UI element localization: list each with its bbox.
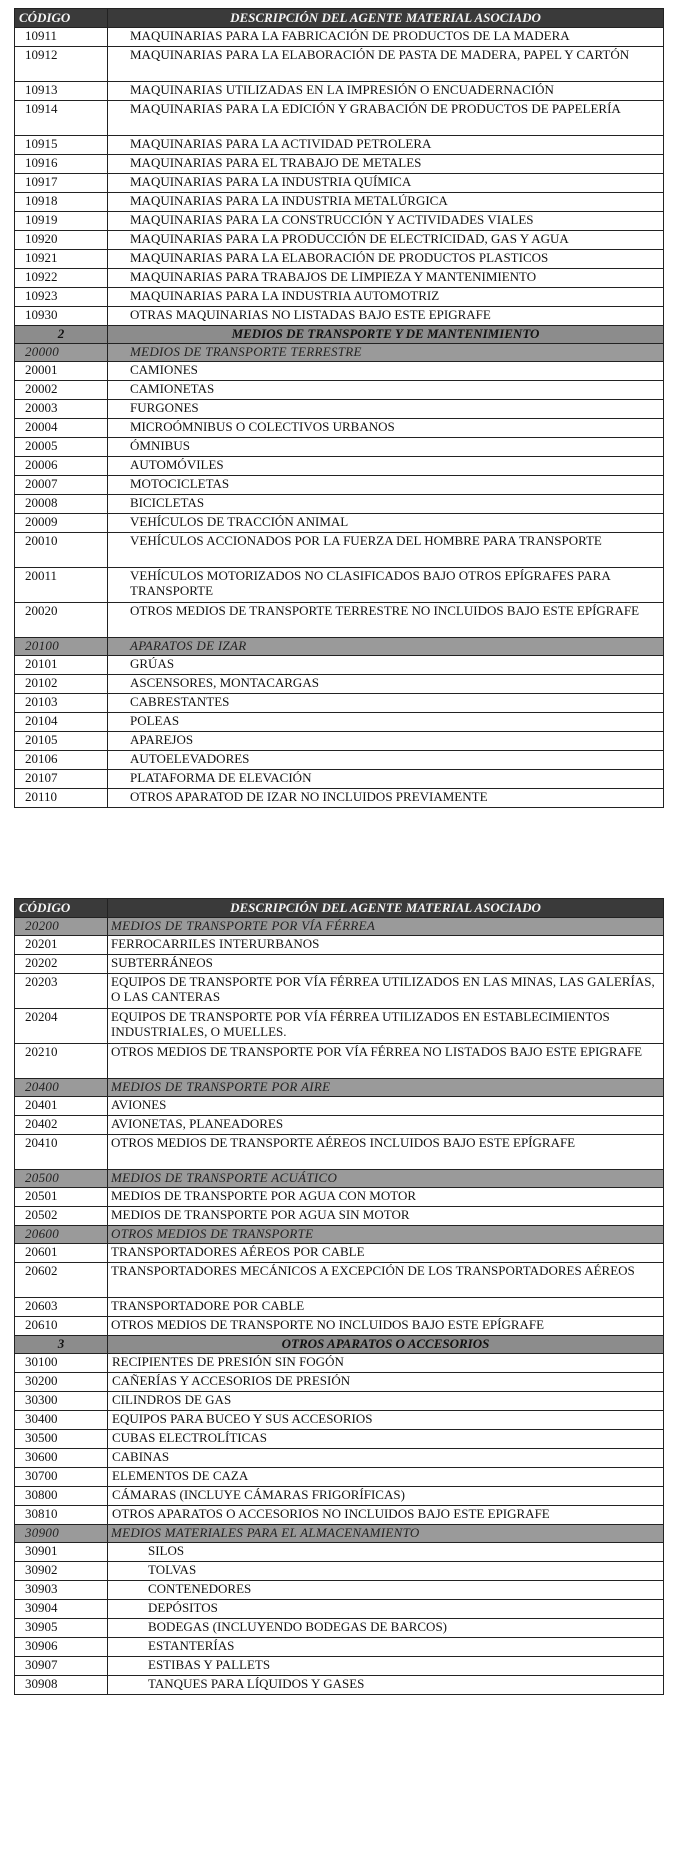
header-description: DESCRIPCIÓN DEL AGENTE MATERIAL ASOCIADO [108,899,664,918]
row-code: 10921 [15,250,108,269]
row-code: 20204 [15,1009,108,1044]
row-description: MAQUINARIAS PARA LA INDUSTRIA METALÚRGICA [108,193,664,212]
section-title: MEDIOS DE TRANSPORTE ACUÁTICO [108,1170,664,1188]
row-description: OTRAS MAQUINARIAS NO LISTADAS BAJO ESTE EPIGRAFE [108,307,664,326]
row-code: 10912 [15,47,108,82]
table-row [15,1619,664,1638]
table-row [15,307,664,326]
row-description: GRÚAS [108,656,664,675]
table-row [15,82,664,101]
codes-table-page-1 [14,8,664,808]
row-code: 30800 [15,1487,108,1506]
row-code: 20007 [15,476,108,495]
row-description: MAQUINARIAS PARA LA ACTIVIDAD PETROLERA [108,136,664,155]
row-code: 10911 [15,28,108,47]
table-row [15,381,664,400]
row-description: EQUIPOS DE TRANSPORTE POR VÍA FÉRREA UTILIZADOS EN ESTABLECIMIENTOS INDUSTRIALES, O MUELLES. [108,1009,664,1044]
row-description: VEHÍCULOS MOTORIZADOS NO CLASIFICADOS BAJO OTROS EPÍGRAFES PARA TRANSPORTE [108,568,664,603]
row-description: OTROS MEDIOS DE TRANSPORTE TERRESTRE NO INCLUIDOS BAJO ESTE EPÍGRAFE [108,603,664,638]
group-title: MEDIOS DE TRANSPORTE Y DE MANTENIMIENTO [108,326,664,344]
row-description: CUBAS ELECTROLÍTICAS [108,1430,664,1449]
row-description: MOTOCICLETAS [108,476,664,495]
table-row [15,1263,664,1298]
table-row [15,457,664,476]
row-description: ELEMENTOS DE CAZA [108,1468,664,1487]
row-description: CONTENEDORES [108,1581,664,1600]
table-row [15,476,664,495]
row-description: RECIPIENTES DE PRESIÓN SIN FOGÓN [108,1354,664,1373]
row-description: MAQUINARIAS PARA LA ELABORACIÓN DE PASTA DE MADERA, PAPEL Y CARTÓN [108,47,664,82]
row-description: POLEAS [108,713,664,732]
section-code: 20600 [15,1226,108,1244]
row-description: DEPÓSITOS [108,1600,664,1619]
row-description: CAMIONES [108,362,664,381]
row-code: 20002 [15,381,108,400]
table-row [15,1044,664,1079]
row-code: 20101 [15,656,108,675]
row-description: FURGONES [108,400,664,419]
section-title: MEDIOS DE TRANSPORTE TERRESTRE [108,344,664,362]
table-row [15,656,664,675]
row-description: MAQUINARIAS PARA LA EDICIÓN Y GRABACIÓN DE PRODUCTOS DE PAPELERÍA [108,101,664,136]
row-code: 20008 [15,495,108,514]
row-code: 10913 [15,82,108,101]
section-code: 20000 [15,344,108,362]
row-description: MEDIOS DE TRANSPORTE POR AGUA CON MOTOR [108,1188,664,1207]
row-code: 10918 [15,193,108,212]
row-description: MAQUINARIAS PARA LA INDUSTRIA QUÍMICA [108,174,664,193]
row-code: 10919 [15,212,108,231]
row-description: FERROCARRILES INTERURBANOS [108,936,664,955]
table-row [15,732,664,751]
row-code: 20610 [15,1317,108,1336]
row-description: MAQUINARIAS PARA LA PRODUCCIÓN DE ELECTRICIDAD, GAS Y AGUA [108,231,664,250]
row-description: SUBTERRÁNEOS [108,955,664,974]
table-row [15,231,664,250]
table-row [15,174,664,193]
table-row [15,675,664,694]
table-row [15,1097,664,1116]
row-description: MAQUINARIAS PARA LA INDUSTRIA AUTOMOTRIZ [108,288,664,307]
row-code: 10930 [15,307,108,326]
row-code: 10916 [15,155,108,174]
row-description: ESTIBAS Y PALLETS [108,1657,664,1676]
table-row [15,1468,664,1487]
row-code: 20102 [15,675,108,694]
row-code: 30907 [15,1657,108,1676]
table-row [15,419,664,438]
table-row [15,1487,664,1506]
row-code: 20202 [15,955,108,974]
row-code: 20210 [15,1044,108,1079]
row-code: 20601 [15,1244,108,1263]
group-number: 3 [15,1336,108,1354]
row-code: 30200 [15,1373,108,1392]
section-title: APARATOS DE IZAR [108,638,664,656]
row-description: ASCENSORES, MONTACARGAS [108,675,664,694]
table-row [15,155,664,174]
table-row [15,47,664,82]
table-row [15,28,664,47]
section-row [15,1079,664,1097]
table-row [15,1317,664,1336]
table-row [15,1449,664,1468]
row-code: 30600 [15,1449,108,1468]
table-row [15,1373,664,1392]
table-row [15,1506,664,1525]
table-row [15,713,664,732]
table-row [15,1135,664,1170]
section-row [15,638,664,656]
row-code: 30903 [15,1581,108,1600]
row-description: OTROS APARATOS O ACCESORIOS NO INCLUIDOS BAJO ESTE EPIGRAFE [108,1506,664,1525]
row-code: 20502 [15,1207,108,1226]
table-row [15,1411,664,1430]
row-code: 30810 [15,1506,108,1525]
row-code: 20010 [15,533,108,568]
row-description: CABINAS [108,1449,664,1468]
header-code: CÓDIGO [15,9,108,28]
table-header [15,9,664,28]
row-description: CÁMARAS (INCLUYE CÁMARAS FRIGORÍFICAS) [108,1487,664,1506]
row-description: BODEGAS (INCLUYENDO BODEGAS DE BARCOS) [108,1619,664,1638]
table-row [15,955,664,974]
table-row [15,495,664,514]
row-description: CAMIONETAS [108,381,664,400]
table-row [15,269,664,288]
table-row [15,568,664,603]
table-row [15,1600,664,1619]
row-code: 20110 [15,789,108,808]
table-row [15,362,664,381]
section-code: 30900 [15,1525,108,1543]
row-description: ÓMNIBUS [108,438,664,457]
row-description: CILINDROS DE GAS [108,1392,664,1411]
row-description: AUTOMÓVILES [108,457,664,476]
row-code: 20009 [15,514,108,533]
header-description: DESCRIPCIÓN DEL AGENTE MATERIAL ASOCIADO [108,9,664,28]
section-row [15,918,664,936]
row-code: 30300 [15,1392,108,1411]
row-description: TRANSPORTADORE POR CABLE [108,1298,664,1317]
row-code: 20401 [15,1097,108,1116]
table-row [15,1581,664,1600]
section-code: 20500 [15,1170,108,1188]
row-code: 20501 [15,1188,108,1207]
table-row [15,514,664,533]
table-row [15,250,664,269]
table-row [15,101,664,136]
row-description: CABRESTANTES [108,694,664,713]
row-description: MEDIOS DE TRANSPORTE POR AGUA SIN MOTOR [108,1207,664,1226]
row-description: MAQUINARIAS PARA LA FABRICACIÓN DE PRODUCTOS DE LA MADERA [108,28,664,47]
row-code: 20602 [15,1263,108,1298]
table-row [15,400,664,419]
table-row [15,533,664,568]
row-description: OTROS MEDIOS DE TRANSPORTE POR VÍA FÉRREA NO LISTADOS BAJO ESTE EPIGRAFE [108,1044,664,1079]
row-description: AVIONES [108,1097,664,1116]
table-header [15,899,664,918]
row-code: 20005 [15,438,108,457]
table-row [15,974,664,1009]
row-description: TOLVAS [108,1562,664,1581]
table-row [15,212,664,231]
table-row [15,1354,664,1373]
row-code: 30904 [15,1600,108,1619]
row-description: ESTANTERÍAS [108,1638,664,1657]
group-row [15,1336,664,1354]
section-title: MEDIOS DE TRANSPORTE POR AIRE [108,1079,664,1097]
row-description: TRANSPORTADORES AÉREOS POR CABLE [108,1244,664,1263]
table-row [15,193,664,212]
row-description: EQUIPOS PARA BUCEO Y SUS ACCESORIOS [108,1411,664,1430]
row-description: OTROS MEDIOS DE TRANSPORTE NO INCLUIDOS BAJO ESTE EPÍGRAFE [108,1317,664,1336]
row-code: 20011 [15,568,108,603]
section-code: 20200 [15,918,108,936]
row-code: 30908 [15,1676,108,1695]
row-description: AUTOELEVADORES [108,751,664,770]
row-description: APAREJOS [108,732,664,751]
row-code: 20004 [15,419,108,438]
row-description: MAQUINARIAS UTILIZADAS EN LA IMPRESIÓN O ENCUADERNACIÓN [108,82,664,101]
row-code: 20001 [15,362,108,381]
row-code: 30400 [15,1411,108,1430]
group-row [15,326,664,344]
table-row [15,1430,664,1449]
table-row [15,751,664,770]
row-code: 20603 [15,1298,108,1317]
row-code: 20103 [15,694,108,713]
row-code: 30905 [15,1619,108,1638]
row-code: 30700 [15,1468,108,1487]
row-code: 10917 [15,174,108,193]
row-code: 10920 [15,231,108,250]
table-row [15,1638,664,1657]
row-description: MAQUINARIAS PARA LA CONSTRUCCIÓN Y ACTIVIDADES VIALES [108,212,664,231]
row-code: 20006 [15,457,108,476]
row-description: MAQUINARIAS PARA LA ELABORACIÓN DE PRODUCTOS PLASTICOS [108,250,664,269]
row-code: 20020 [15,603,108,638]
group-number: 2 [15,326,108,344]
row-description: OTROS APARATOD DE IZAR NO INCLUIDOS PREVIAMENTE [108,789,664,808]
table-row [15,1392,664,1411]
row-description: PLATAFORMA DE ELEVACIÓN [108,770,664,789]
table-row [15,136,664,155]
row-code: 20106 [15,751,108,770]
row-description: AVIONETAS, PLANEADORES [108,1116,664,1135]
table-row [15,1116,664,1135]
table-row [15,1676,664,1695]
row-description: TRANSPORTADORES MECÁNICOS A EXCEPCIÓN DE LOS TRANSPORTADORES AÉREOS [108,1263,664,1298]
row-description: VEHÍCULOS DE TRACCIÓN ANIMAL [108,514,664,533]
row-description: MAQUINARIAS PARA TRABAJOS DE LIMPIEZA Y MANTENIMIENTO [108,269,664,288]
section-title: MEDIOS DE TRANSPORTE POR VÍA FÉRREA [108,918,664,936]
row-description: CAÑERÍAS Y ACCESORIOS DE PRESIÓN [108,1373,664,1392]
row-code: 20003 [15,400,108,419]
row-code: 20402 [15,1116,108,1135]
section-title: MEDIOS MATERIALES PARA EL ALMACENAMIENTO [108,1525,664,1543]
section-code: 20100 [15,638,108,656]
table-row [15,789,664,808]
row-description: MICROÓMNIBUS O COLECTIVOS URBANOS [108,419,664,438]
row-code: 30902 [15,1562,108,1581]
table-row [15,1543,664,1562]
section-code: 20400 [15,1079,108,1097]
table-row [15,694,664,713]
row-code: 20203 [15,974,108,1009]
table-row [15,1298,664,1317]
row-code: 20410 [15,1135,108,1170]
row-description: VEHÍCULOS ACCIONADOS POR LA FUERZA DEL HOMBRE PARA TRANSPORTE [108,533,664,568]
row-code: 30100 [15,1354,108,1373]
table-row [15,1009,664,1044]
table-row [15,1207,664,1226]
table-row [15,1188,664,1207]
row-description: SILOS [108,1543,664,1562]
row-code: 10914 [15,101,108,136]
row-code: 10923 [15,288,108,307]
row-code: 20105 [15,732,108,751]
row-description: MAQUINARIAS PARA EL TRABAJO DE METALES [108,155,664,174]
row-description: EQUIPOS DE TRANSPORTE POR VÍA FÉRREA UTILIZADOS EN LAS MINAS, LAS GALERÍAS, O LAS CANTERAS [108,974,664,1009]
row-code: 20107 [15,770,108,789]
table-row [15,936,664,955]
row-code: 10922 [15,269,108,288]
row-code: 10915 [15,136,108,155]
section-row [15,1170,664,1188]
table-row [15,1657,664,1676]
row-description: TANQUES PARA LÍQUIDOS Y GASES [108,1676,664,1695]
group-title: OTROS APARATOS O ACCESORIOS [108,1336,664,1354]
section-row [15,344,664,362]
row-code: 30906 [15,1638,108,1657]
table-row [15,1562,664,1581]
row-description: OTROS MEDIOS DE TRANSPORTE AÉREOS INCLUIDOS BAJO ESTE EPÍGRAFE [108,1135,664,1170]
row-code: 30500 [15,1430,108,1449]
row-description: BICICLETAS [108,495,664,514]
row-code: 30901 [15,1543,108,1562]
row-code: 20201 [15,936,108,955]
table-row [15,603,664,638]
table-row [15,438,664,457]
header-code: CÓDIGO [15,899,108,918]
table-row [15,770,664,789]
table-row [15,288,664,307]
section-title: OTROS MEDIOS DE TRANSPORTE [108,1226,664,1244]
codes-table-page-2 [14,898,664,1695]
row-code: 20104 [15,713,108,732]
section-row [15,1525,664,1543]
table-row [15,1244,664,1263]
section-row [15,1226,664,1244]
